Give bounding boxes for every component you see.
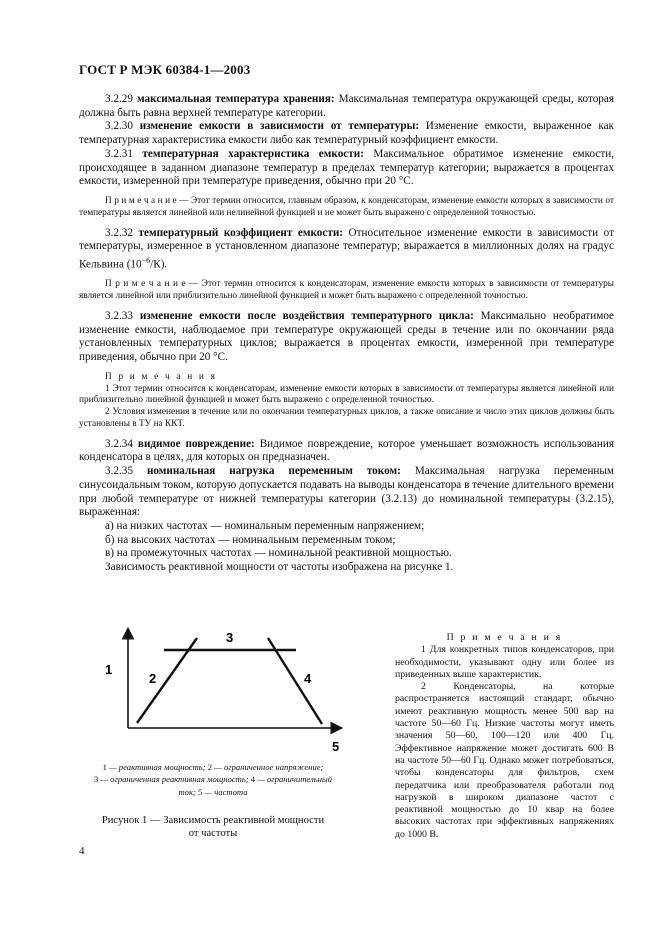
section-number: 3.2.33 [105,309,133,322]
section-3-2-33 [79,310,614,365]
figure-diagram [100,620,370,755]
legend-text: ток; [178,786,198,797]
list-item: в) на промежуточных частотах — номинальной реактивной мощностью. [105,547,452,560]
section-3-2-32 [79,227,614,273]
notes-title: П р и м е ч а н и я [105,371,218,382]
term: номинальная нагрузка переменным током: [146,465,401,478]
side-notes [395,632,614,841]
section-number: 3.2.30 [105,120,133,133]
section-number: 3.2.34 [105,437,133,450]
legend-text: — ограниченная реактивная мощность; [98,774,251,785]
note-item: 1 Этот термин относится к конденсаторам, изменение емкости которых в зависимости от температуры является линейной или приблизительно линейной функцией и может быть выражено с определенной точностью. [79,383,614,406]
section-number: 3.2.35 [105,465,133,478]
figure-title-line: от частоты [188,827,238,839]
side-note-item: 1 Для конкретных типов конденсаторов, при необходимости, указывают одну или более из приведенных выше характеристик. [395,644,614,680]
definition: Максимальная нагрузка переменным синусоидальным током, которую допускается подавать на выводы конденсатора в течение длительного времени при любой температуре от нижней температуры категории (3.2.13) до номинальной температуры (3.2.15), выраженная: [79,465,615,519]
document-header: ГОСТ Р МЭК 60384-1—2003 [79,62,251,77]
definition: Изменение емкости, выраженное как температурная характеристика емкости либо как температурный коэффициент емкости. [79,120,614,147]
list-item: а) на низких частотах — номинальным переменным напряжением; [105,519,425,532]
figure-title-line: Рисунок 1 — Зависимость реактивной мощности [101,815,325,826]
note-label: П р и м е ч а н и е [105,195,177,206]
curve-label-4: 4 [304,671,312,686]
term: температурная характеристика емкости: [142,147,364,160]
term: изменение емкости в зависимости от температуры: [139,120,420,133]
legend-num: 2 [207,762,213,772]
definition: Максимально необратимое изменение емкости, наблюдаемое при температуре окружающей среды в течение или по окончании ряда установленных температурных циклов; выражается в процентах емкости, измеренной при температуре приведения, обычно при 20 °С. [79,309,615,364]
legend-num: 4 [250,774,256,785]
section-3-2-31 [79,148,614,189]
legend-num: 5 [197,786,203,797]
legend-num: 3 [93,774,99,785]
side-notes-title: П р и м е ч а н и я [446,632,563,643]
figure-reference: Зависимость реактивной мощности от частоты изображена на рисунке 1. [105,561,454,574]
section-3-2-35 [79,465,614,520]
note-item: 2 Условия изменения в течение или по окончании температурных циклов, а также описание и число этих циклов должны быть установлены в ТУ на ККТ. [79,407,614,429]
curve-label-3: 3 [226,630,234,645]
section-number: 3.2.32 [105,226,133,239]
definition: Видимое повреждение, которое уменьшает возможность использования конденсатора в целях, для которых он предназначен. [79,437,615,464]
section-number: 3.2.31 [105,147,133,160]
axis-label-y: 1 [105,662,113,677]
legend-text: — ограниченное напряжение; [212,762,324,772]
side-note-item: 2 Конденсаторы, на которые распространяется настоящий стандарт, обычно имеют реактивную мощность менее 500 вар на частоте 50—60 Гц. Низкие частоты могут иметь значения 50—60, 100—120 или 400 Гц. Эффективное напряжение может достигать 600 В на частоте 50—60 Гц. Однако может потребоваться, чтобы конденсаторы для фильтров, схем передатчика или преобразователя работали под нагрузкой в широком диапазоне частот с реактивной мощностью до 10 квар на более высоких частотах при эффективных напряжениях до 1000 В. [395,681,614,840]
section-3-2-30 [79,120,614,147]
axis-label-x: 5 [332,739,340,754]
term: максимальная температура хранения: [137,93,335,105]
definition: Максимальная температура окружающей среды, которая должна быть равна верхней температуре категории. [79,93,615,119]
list-item: б) на высоких частотах — номинальным переменным током; [105,533,396,546]
legend-text: — ограничительный [255,774,333,785]
term: изменение емкости после воздействия температурного цикла: [139,309,474,322]
legend-text: — частота [202,786,248,797]
legend-text: — реактивная мощность; [106,762,208,772]
superscript: −6 [141,255,151,265]
definition: Относительное изменение емкости в зависимости от температуры, измеренное в установленном диапазоне температур; выражается в миллионных долях на градус Кельвина (10 [79,226,614,271]
curve-label-2: 2 [149,671,157,686]
note-label: П р и м е ч а н и е [105,279,186,290]
definition: Максимальное обратимое изменение емкости, происходящее в заданном диапазоне температур в пределах температур категории; выражается в процентах емкости, измеренной при температуре приведения, обычно при 20 °С. [79,147,614,188]
page-number: 4 [79,845,85,857]
note-text: — Этот термин относится, главным образом, к конденсаторам, изменение емкости которых в зависимости от температуры является линейной или нелинейной функцией и не может быть выражено с определенной точностью. [79,195,614,218]
section-3-2-29 [79,93,614,120]
note-3-2-31 [79,196,614,220]
term: видимое повреждение: [137,437,255,450]
document-body [79,93,614,575]
note-text: — Этот термин относится к конденсаторам, изменение емкости которых в зависимости от температуры является линейной или приблизительно линейной функцией и может быть выражено с определенной точностью. [79,279,614,302]
figure-title [79,815,347,840]
definition-tail: /К). [150,258,168,271]
note-3-2-32 [79,279,614,303]
term: температурный коэффициент емкости: [138,226,343,239]
section-number: 3.2.29 [105,93,133,105]
legend-num: 1 [102,762,107,772]
figure-legend [79,761,347,798]
section-3-2-34 [79,438,614,465]
